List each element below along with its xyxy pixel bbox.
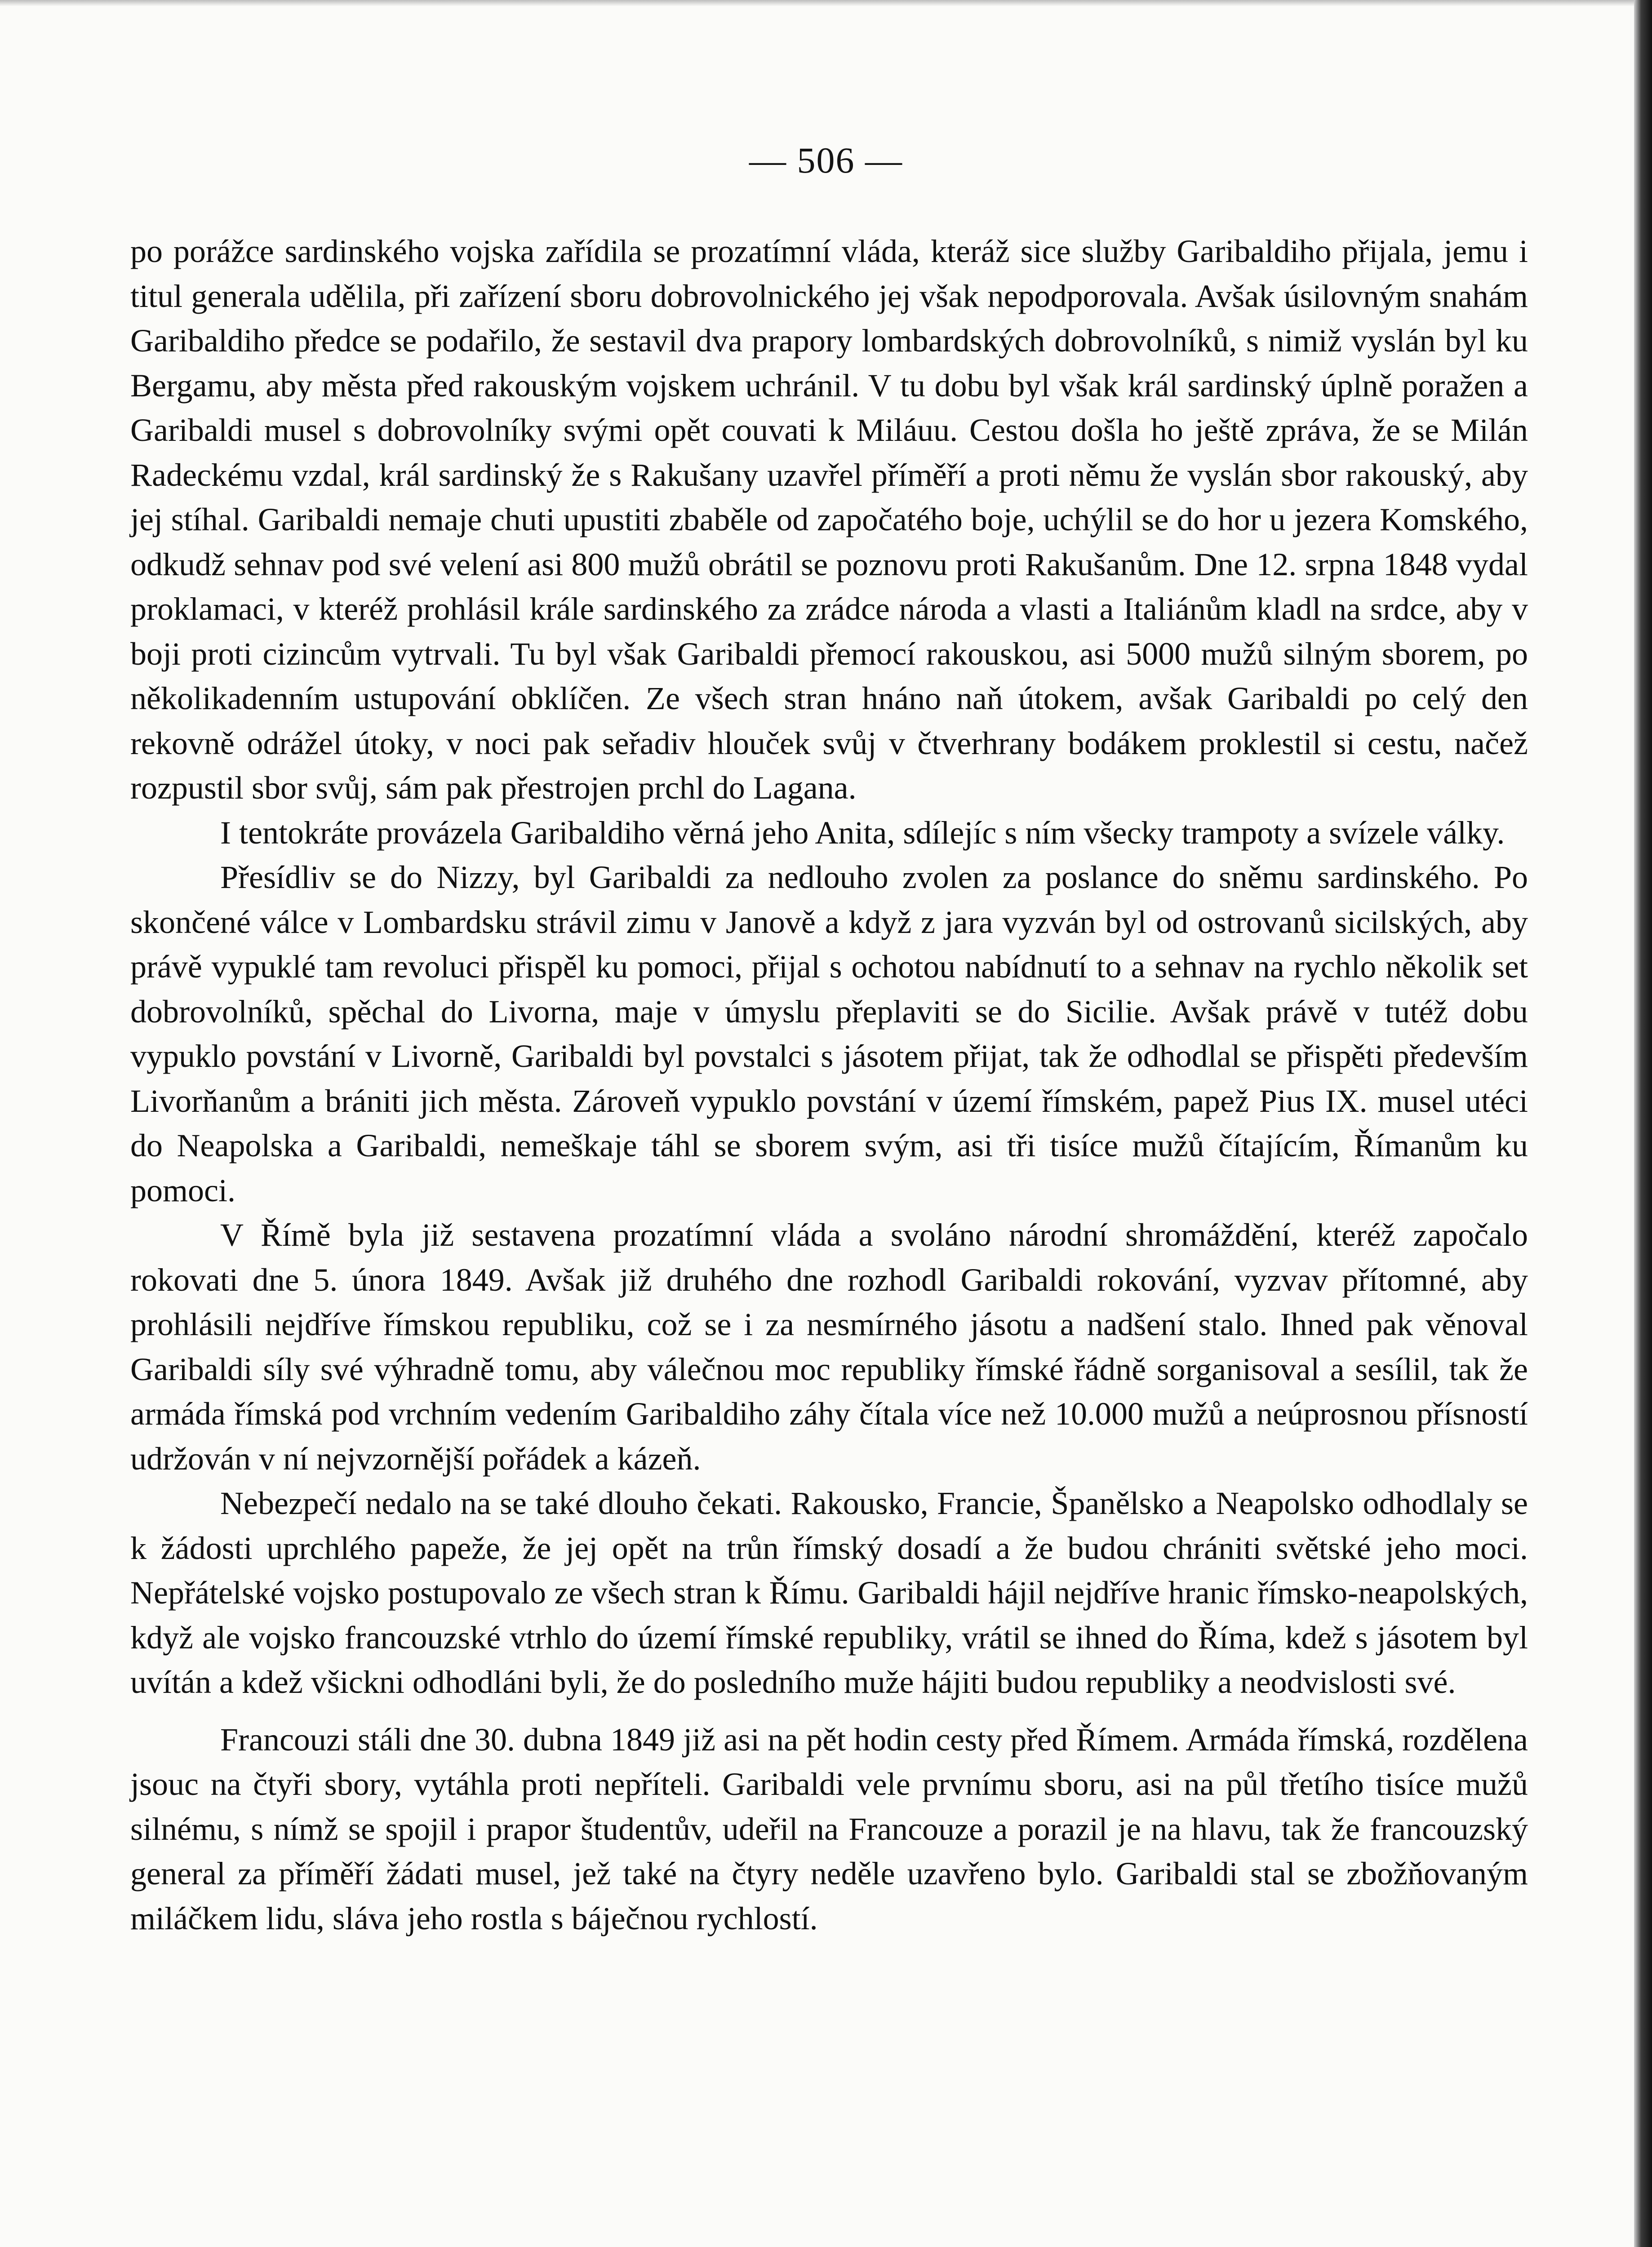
paragraph-4: V Římě byla již sestavena prozatímní vláda a svoláno národní shromáždění, kteréž započalo rokovati dne 5. února 1849. Avšak již druhého dne rozhodl Garibaldi rokování, vyzvav přítomné, aby prohlásili nejdříve římskou republiku, což se i za nesmírného jásotu a nadšení stalo. Ihned pak věnoval Garibaldi síly své výhradně tomu, aby válečnou moc republiky římské řádně sorganisoval a sesílil, tak že armáda římská pod vrchním vedením Garibaldiho záhy čítala více než 10.000 mužů a neúprosnou přísností udržován v ní nejvzornější pořádek a kázeň. (130, 1217, 1528, 1477)
paragraph-5: Nebezpečí nedalo na se také dlouho čekati. Rakousko, Francie, Španělsko a Neapolsko odhodlaly se k žádosti uprchlého papeže, že jej opět na trůn římský dosadí a že budou chrániti světské jeho moci. Nepřátelské vojsko postupovalo ze všech stran k Římu. Garibaldi hájil nejdříve hranic římsko-neapolských, když ale vojsko francouzské vtrhlo do území římské republiky, vrátil se ihned do Říma, kdež s jásotem byl uvítán a kdež všickni odhodláni byli, že do posledního muže hájiti budou republiky a neodvislosti své. (130, 1485, 1528, 1700)
page-number: — 506 — (749, 140, 903, 181)
scan-edge-right (1634, 0, 1652, 2247)
paragraph-3: Přesídliv se do Nizzy, byl Garibaldi za nedlouho zvolen za poslance do sněmu sardinského. Po skončené válce v Lombardsku strávil zimu v Janově a když z jara vyzván byl od ostrovanů sicilských, aby právě vypuklé tam revoluci přispěl ku pomoci, přijal s ochotou nabídnutí to a sehnav na rychlo několik set dobrovolníků, spěchal do Livorna, maje v úmyslu přeplaviti se do Sicilie. Avšak právě v tutéž dobu vypuklo povstání v Livorně, Garibaldi byl povstalci s jásotem přijat, tak že odhodlal se přispěti především Livorňanům a brániti jich města. Zároveň vypuklo povstání v území římském, papež Pius IX. musel utéci do Neapolska a Garibaldi, nemeškaje táhl se sborem svým, asi tři tisíce mužů čítajícím, Římanům ku pomoci. (130, 859, 1528, 1208)
paragraph-2: I tentokráte provázela Garibaldiho věrná jeho Anita, sdílejíc s ním všecky trampoty a svízele války. (220, 814, 1505, 851)
paragraph-1: po porážce sardinského vojska zařídila se prozatímní vláda, kteráž sice služby Garibaldiho přijala, jemu i titul generala udělila, při zařízení sboru dobrovolnického jej však nepodporovala. Avšak úsilovným snahám Garibaldiho předce se podařilo, že sestavil dva prapory lombardských dobrovolníků, s nimiž vyslán byl ku Bergamu, aby města před rakouským vojskem uchránil. V tu dobu byl však král sardinský úplně poražen a Garibaldi musel s dobrovolníky svými opět couvati k Miláuu. Cestou došla ho ještě zpráva, že se Milán Radeckému vzdal, král sardinský že s Rakušany uzavřel příměří a proti němu že vyslán sbor rakouský, aby jej stíhal. Garibaldi nemaje chuti upustiti zbaběle od započatého boje, uchýlil se do hor u jezera Komského, odkudž sehnav pod své velení asi 800 mužů obrátil se poznovu proti Rakušanům. Dne 12. srpna 1848 vydal proklamaci, v kteréž prohlásil krále sardinského za zrádce národa a vlasti a Italiánům kladl na srdce, aby v boji proti cizincům vytrvali. Tu byl však Garibaldi přemocí rakouskou, asi 5000 mužů silným sborem, po několikadenním ustupování obklíčen. Ze všech stran hnáno naň útokem, avšak Garibaldi po celý den rekovně odrážel útoky, v noci pak seřadiv hlouček svůj v čtverhrany bodákem proklestil si cestu, načež rozpustil sbor svůj, sám pak přestrojen prchl do Lagana. (130, 233, 1528, 806)
body-text (130, 229, 1528, 1941)
scan-edge-top (0, 0, 1652, 6)
paragraph-6: Francouzi stáli dne 30. dubna 1849 již asi na pět hodin cesty před Římem. Armáda římská, rozdělena jsouc na čtyři sbory, vytáhla proti nepříteli. Garibaldi vele prvnímu sboru, asi na půl třetího tisíce mužů silnému, s nímž se spojil i prapor študentův, udeřil na Francouze a porazil je na hlavu, tak že francouzský general za příměří žádati musel, jež také na čtyry neděle uzavřeno bylo. Garibaldi stal se zbožňovaným miláčkem lidu, sláva jeho rostla s báječnou rychlostí. (130, 1721, 1528, 1936)
